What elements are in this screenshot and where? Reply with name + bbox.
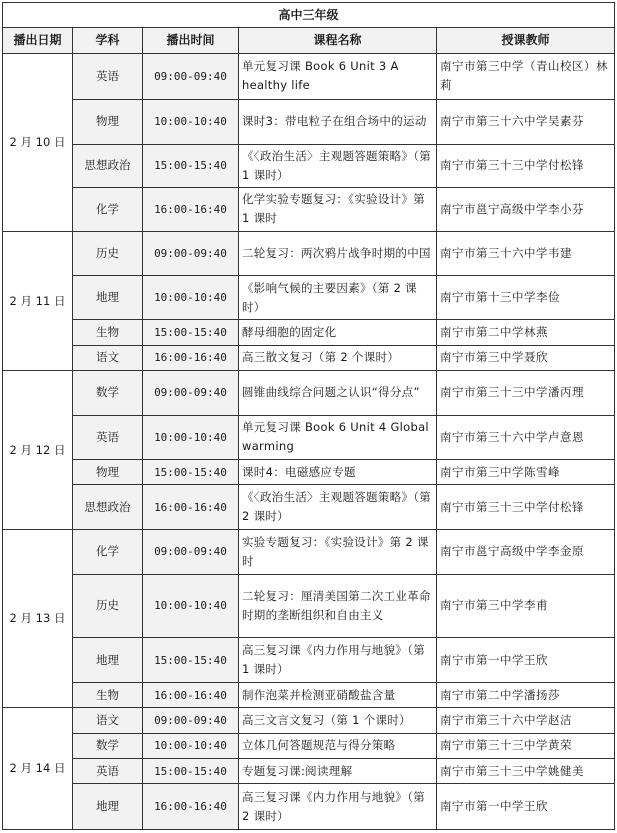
broadcast-date: 2 月 11 日 bbox=[3, 232, 73, 371]
subject-cell: 化学 bbox=[73, 530, 143, 575]
teacher-cell: 南宁市第一中学王欣 bbox=[437, 784, 615, 830]
header-teacher: 授课教师 bbox=[437, 28, 615, 54]
subject-cell: 思想政治 bbox=[73, 145, 143, 188]
course-cell: 化学实验专题复习：《实验设计》第 1 课时 bbox=[239, 187, 437, 232]
table-row bbox=[3, 460, 615, 485]
time-cell: 09:00-09:40 bbox=[143, 708, 239, 733]
time-cell: 10:00-10:40 bbox=[143, 574, 239, 638]
time-cell: 15:00-15:40 bbox=[143, 320, 239, 345]
subject-cell: 生物 bbox=[73, 320, 143, 345]
teacher-cell: 南宁市第三中学陈雪峰 bbox=[437, 460, 615, 485]
teacher-cell: 南宁市第二中学林燕 bbox=[437, 320, 615, 345]
broadcast-date: 2 月 12 日 bbox=[3, 371, 73, 530]
table-row bbox=[3, 485, 615, 530]
course-cell: 制作泡菜并检测亚硝酸盐含量 bbox=[239, 682, 437, 707]
table-row bbox=[3, 187, 615, 232]
teacher-cell: 南宁市第一中学王欣 bbox=[437, 638, 615, 683]
table-title: 高中三年级 bbox=[3, 3, 615, 28]
course-cell: 高三复习课《内力作用与地貌》（第 2 课时） bbox=[239, 784, 437, 830]
subject-cell: 历史 bbox=[73, 574, 143, 638]
header-course: 课程名称 bbox=[239, 28, 437, 54]
table-row bbox=[3, 145, 615, 188]
header-date: 播出日期 bbox=[3, 28, 73, 54]
time-cell: 16:00-16:40 bbox=[143, 784, 239, 830]
course-cell: 单元复习课 Book 6 Unit 4 Global warming bbox=[239, 415, 437, 460]
table-row bbox=[3, 371, 615, 416]
schedule-table bbox=[2, 2, 615, 830]
course-cell: 酵母细胞的固定化 bbox=[239, 320, 437, 345]
header-time: 播出时间 bbox=[143, 28, 239, 54]
time-cell: 10:00-10:40 bbox=[143, 733, 239, 758]
broadcast-date: 2 月 10 日 bbox=[3, 54, 73, 232]
course-cell: 《〈政治生活〉主观题答题策略》（第 2 课时） bbox=[239, 485, 437, 530]
course-cell: 实验专题复习：《实验设计》第 2 课时 bbox=[239, 530, 437, 575]
table-row bbox=[3, 708, 615, 733]
subject-cell: 物理 bbox=[73, 99, 143, 145]
time-cell: 10:00-10:40 bbox=[143, 415, 239, 460]
course-cell: 单元复习课 Book 6 Unit 3 A healthy life bbox=[239, 54, 437, 100]
time-cell: 10:00-10:40 bbox=[143, 275, 239, 320]
table-row bbox=[3, 54, 615, 100]
teacher-cell: 南宁市第三十六中学赵洁 bbox=[437, 708, 615, 733]
time-cell: 15:00-15:40 bbox=[143, 638, 239, 683]
time-cell: 15:00-15:40 bbox=[143, 460, 239, 485]
subject-cell: 物理 bbox=[73, 460, 143, 485]
teacher-cell: 南宁市第十三中学李俭 bbox=[437, 275, 615, 320]
header-row bbox=[3, 28, 615, 54]
header-subject: 学科 bbox=[73, 28, 143, 54]
course-cell: 圆锥曲线综合问题之认识“得分点” bbox=[239, 371, 437, 416]
table-row bbox=[3, 638, 615, 683]
table-row bbox=[3, 99, 615, 145]
subject-cell: 数学 bbox=[73, 733, 143, 758]
course-cell: 高三文言文复习（第 1 个课时） bbox=[239, 708, 437, 733]
table-row bbox=[3, 784, 615, 830]
teacher-cell: 南宁市第三十六中学吴素芬 bbox=[437, 99, 615, 145]
table-row bbox=[3, 320, 615, 345]
time-cell: 16:00-16:40 bbox=[143, 682, 239, 707]
time-cell: 15:00-15:40 bbox=[143, 758, 239, 783]
table-row bbox=[3, 733, 615, 758]
teacher-cell: 南宁市第三十三中学付松锋 bbox=[437, 145, 615, 188]
table-row bbox=[3, 232, 615, 276]
table-row bbox=[3, 682, 615, 707]
course-cell: 《〈政治生活〉主观题答题策略》（第 1 课时） bbox=[239, 145, 437, 188]
subject-cell: 地理 bbox=[73, 784, 143, 830]
teacher-cell: 南宁市第二中学潘扬莎 bbox=[437, 682, 615, 707]
teacher-cell: 南宁市第三十三中学付松锋 bbox=[437, 485, 615, 530]
teacher-cell: 南宁市第三十三中学姚健美 bbox=[437, 758, 615, 783]
teacher-cell: 南宁市第三中学（青山校区）林莉 bbox=[437, 54, 615, 100]
subject-cell: 化学 bbox=[73, 187, 143, 232]
time-cell: 09:00-09:40 bbox=[143, 530, 239, 575]
subject-cell: 生物 bbox=[73, 682, 143, 707]
course-cell: 高三复习课《内力作用与地貌》（第 1 课时） bbox=[239, 638, 437, 683]
broadcast-date: 2 月 14 日 bbox=[3, 708, 73, 830]
teacher-cell: 南宁市第三十三中学潘丙理 bbox=[437, 371, 615, 416]
time-cell: 10:00-10:40 bbox=[143, 99, 239, 145]
course-cell: 课时4：电磁感应专题 bbox=[239, 460, 437, 485]
time-cell: 16:00-16:40 bbox=[143, 345, 239, 370]
subject-cell: 思想政治 bbox=[73, 485, 143, 530]
broadcast-date: 2 月 13 日 bbox=[3, 530, 73, 708]
teacher-cell: 南宁市第三十六中学卢意恩 bbox=[437, 415, 615, 460]
title-row bbox=[3, 3, 615, 28]
teacher-cell: 南宁市第三十三中学黄荣 bbox=[437, 733, 615, 758]
course-cell: 二轮复习：厘清美国第二次工业革命时期的垄断组织和自由主义 bbox=[239, 574, 437, 638]
subject-cell: 历史 bbox=[73, 232, 143, 276]
course-cell: 课时3：带电粒子在组合场中的运动 bbox=[239, 99, 437, 145]
subject-cell: 地理 bbox=[73, 638, 143, 683]
teacher-cell: 南宁市第三十六中学韦建 bbox=[437, 232, 615, 276]
teacher-cell: 南宁市第三中学李甫 bbox=[437, 574, 615, 638]
time-cell: 09:00-09:40 bbox=[143, 232, 239, 276]
subject-cell: 语文 bbox=[73, 708, 143, 733]
time-cell: 09:00-09:40 bbox=[143, 54, 239, 100]
table-row bbox=[3, 415, 615, 460]
course-cell: 高三散文复习（第 2 个课时） bbox=[239, 345, 437, 370]
course-cell: 立体几何答题规范与得分策略 bbox=[239, 733, 437, 758]
course-cell: 二轮复习：两次鸦片战争时期的中国 bbox=[239, 232, 437, 276]
subject-cell: 语文 bbox=[73, 345, 143, 370]
teacher-cell: 南宁市第三中学聂欣 bbox=[437, 345, 615, 370]
course-cell: 专题复习课:阅读理解 bbox=[239, 758, 437, 783]
teacher-cell: 南宁市邕宁高级中学李小芬 bbox=[437, 187, 615, 232]
table-row bbox=[3, 345, 615, 370]
teacher-cell: 南宁市邕宁高级中学李金原 bbox=[437, 530, 615, 575]
subject-cell: 英语 bbox=[73, 415, 143, 460]
subject-cell: 数学 bbox=[73, 371, 143, 416]
subject-cell: 英语 bbox=[73, 758, 143, 783]
table-row bbox=[3, 275, 615, 320]
time-cell: 15:00-15:40 bbox=[143, 145, 239, 188]
subject-cell: 英语 bbox=[73, 54, 143, 100]
time-cell: 09:00-09:40 bbox=[143, 371, 239, 416]
table-row bbox=[3, 758, 615, 783]
course-cell: 《影响气候的主要因素》（第 2 课时） bbox=[239, 275, 437, 320]
table-row bbox=[3, 530, 615, 575]
time-cell: 16:00-16:40 bbox=[143, 187, 239, 232]
time-cell: 16:00-16:40 bbox=[143, 485, 239, 530]
table-row bbox=[3, 574, 615, 638]
subject-cell: 地理 bbox=[73, 275, 143, 320]
